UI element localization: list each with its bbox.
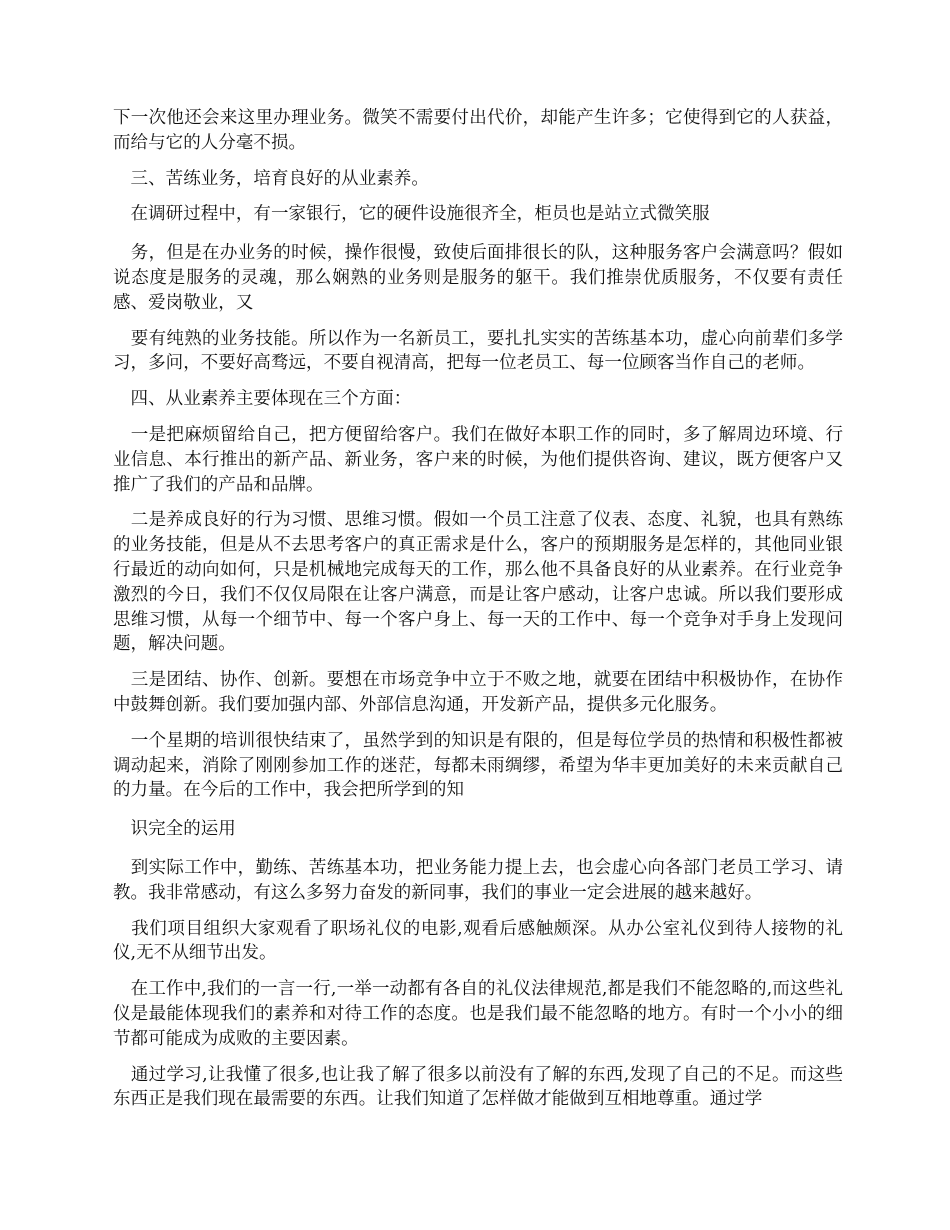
document-body <box>113 106 843 1112</box>
paragraph-service-skill: 务，但是在办业务的时候，操作很慢，致使后面排很长的队，这种服务客户会满意吗？假如说态度是服务的灵魂，那么娴熟的业务则是服务的躯干。我们推崇优质服务，不仅要有责任感、爱岗敬业，又 <box>113 243 843 313</box>
paragraph-point-one: 一是把麻烦留给自己，把方便留给客户。我们在做好本职工作的同时，多了解周边环境、行业信息、本行推出的新产品、新业务，客户来的时候，为他们提供咨询、建议，既方便客户又推广了我们的产品和品牌。 <box>113 424 843 495</box>
paragraph-point-three: 三是团结、协作、创新。要想在市场竞争中立于不败之地，就要在团结中积极协作，在协作中鼓舞创新。我们要加强内部、外部信息沟通，开发新产品，提供多元化服务。 <box>113 670 843 715</box>
paragraph-training-end: 一个星期的培训很快结束了，虽然学到的知识是有限的，但是每位学员的热情和积极性都被调动起来，消除了刚刚参加工作的迷茫，每都未雨绸缪，希望为华丰更加美好的未来贡献自己的力量。在今后的工作中，我会把所学到的知 <box>113 730 843 801</box>
heading-section-three: 三、苦练业务，培育良好的从业素养。 <box>113 168 429 189</box>
paragraph-smile-service: 下一次他还会来这里办理业务。微笑不需要付出代价，却能产生许多；它使得到它的人获益，而给与它的人分毫不损。 <box>113 108 843 153</box>
paragraph-new-employee: 要有纯熟的业务技能。所以作为一名新员工，要扎扎实实的苦练基本功，虚心向前辈们多学习，多问，不要好高骛远，不要自视清高，把每一位老员工、每一位顾客当作自己的老师。 <box>113 328 843 374</box>
paragraph-knowledge-use: 识完全的运用 <box>113 819 236 840</box>
paragraph-work-etiquette: 在工作中,我们的一言一行,一举一动都有各自的礼仪法律规范,都是我们不能忽略的,而这些礼仪是最能体现我们的素养和对待工作的态度。也是我们最不能忽略的地方。有时一个小小的细节都可能成为成败的主要因素。 <box>113 979 843 1049</box>
heading-section-four: 四、从业素养主要体现在三个方面： <box>113 389 412 410</box>
paragraph-etiquette-film: 我们项目组织大家观看了职场礼仪的电影,观看后感触颇深。从办公室礼仪到待人接物的礼仪,无不从细节出发。 <box>113 918 843 964</box>
paragraph-learning: 通过学习,让我懂了很多,也让我了解了很多以前没有了解的东西,发现了自己的不足。而这些东西正是我们现在最需要的东西。让我们知道了怎样做才能做到互相地尊重。通过学 <box>113 1064 843 1110</box>
paragraph-point-two: 二是养成良好的行为习惯、思维习惯。假如一个员工注意了仪表、态度、礼貌，也具有熟练的业务技能，但是从不去思考客户的真正需求是什么，客户的预期服务是怎样的，其他同业银行最近的动向如何，只是机械地完成每天的工作，那么他不具备良好的从业素养。在行业竞争激烈的今日，我们不仅仅局限在让客户满意，而是让客户感动，让客户忠诚。所以我们要形成思维习惯，从每一个细节中、每一个客户身上、每一天的工作中、每一个竞争对手身上发现问题，解决问题。 <box>113 510 843 655</box>
paragraph-bank-survey: 在调研过程中，有一家银行，它的硬件设施很齐全，柜员也是站立式微笑服 <box>113 204 710 225</box>
paragraph-practice: 到实际工作中，勤练、苦练基本功，把业务能力提上去，也会虚心向各部门老员工学习、请教。我非常感动，有这么多努力奋发的新同事，我们的事业一定会进展的越来越好。 <box>113 857 843 903</box>
